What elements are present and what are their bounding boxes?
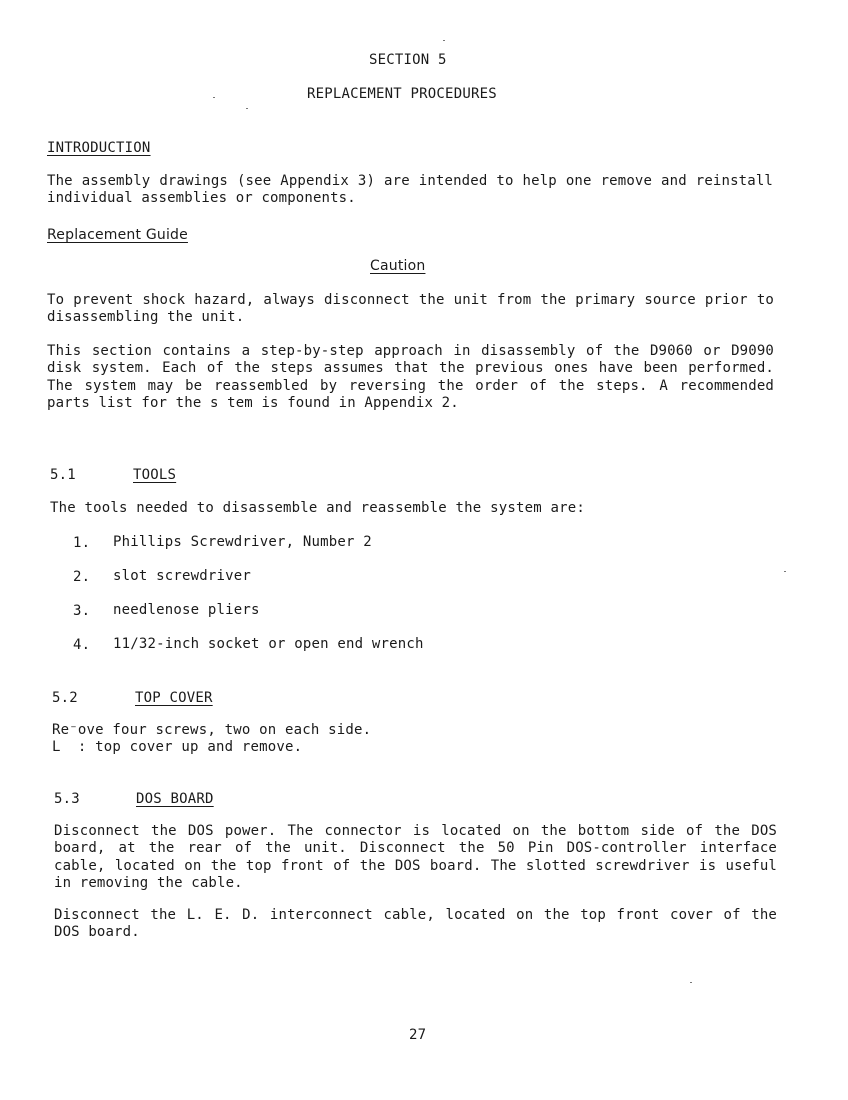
list-item-text: slot screwdriver xyxy=(113,568,252,584)
caution-text: To prevent shock hazard, always disconnect the unit from the primary source prior to disassembling the unit. xyxy=(47,292,774,326)
tools-heading: TOOLS xyxy=(133,467,177,483)
scan-speck xyxy=(784,571,786,572)
scan-speck xyxy=(443,40,445,41)
top-cover-line-2: L : top cover up and remove. xyxy=(52,739,303,755)
top-cover-heading: TOP COVER xyxy=(135,690,213,706)
section-subtitle: REPLACEMENT PROCEDURES xyxy=(307,86,497,102)
caution-heading: Caution xyxy=(370,258,426,274)
page-number: 27 xyxy=(409,1027,427,1043)
introduction-text: The assembly drawings (see Appendix 3) are intended to help one remove and reinstall individual assemblies or components. xyxy=(47,173,773,207)
tools-section-number: 5.1 xyxy=(50,467,76,483)
top-cover-line-1: Re⁻ove four screws, two on each side. xyxy=(52,722,372,738)
dos-board-paragraph-1: Disconnect the DOS power. The connector is located on the bottom side of the DOS board, at the rear of the unit. Disconnect the 50 Pin DOS-controller interface cable, located on the top front of the DOS board. The slotted screwdriver is useful in removing the cable. xyxy=(54,823,777,891)
dos-board-heading: DOS BOARD xyxy=(136,791,214,807)
list-item-text: Phillips Screwdriver, Number 2 xyxy=(113,534,372,550)
replacement-guide-body: This section contains a step-by-step approach in disassembly of the D9060 or D9090 disk system. Each of the steps assumes that the previous ones have been performed. The system may be reassembled by reversing the order of the steps. A recommended parts list for the s tem is found in Appendix 2. xyxy=(47,343,774,411)
section-title: SECTION 5 xyxy=(369,52,447,68)
scan-speck xyxy=(213,97,215,98)
list-item-number: 2. xyxy=(73,569,91,585)
scan-speck xyxy=(690,982,692,983)
top-cover-section-number: 5.2 xyxy=(52,690,78,706)
list-item-number: 3. xyxy=(73,603,91,619)
list-item-text: 11/32-inch socket or open end wrench xyxy=(113,636,424,652)
tools-intro: The tools needed to disassemble and reassemble the system are: xyxy=(50,500,585,516)
list-item-number: 4. xyxy=(73,637,91,653)
dos-board-section-number: 5.3 xyxy=(54,791,80,807)
list-item-number: 1. xyxy=(73,535,91,551)
list-item-text: needlenose pliers xyxy=(113,602,260,618)
dos-board-paragraph-2: Disconnect the L. E. D. interconnect cable, located on the top front cover of the DOS board. xyxy=(54,907,777,941)
replacement-guide-heading: Replacement Guide xyxy=(47,227,188,243)
introduction-heading: INTRODUCTION xyxy=(47,140,151,156)
scan-speck xyxy=(246,108,248,109)
